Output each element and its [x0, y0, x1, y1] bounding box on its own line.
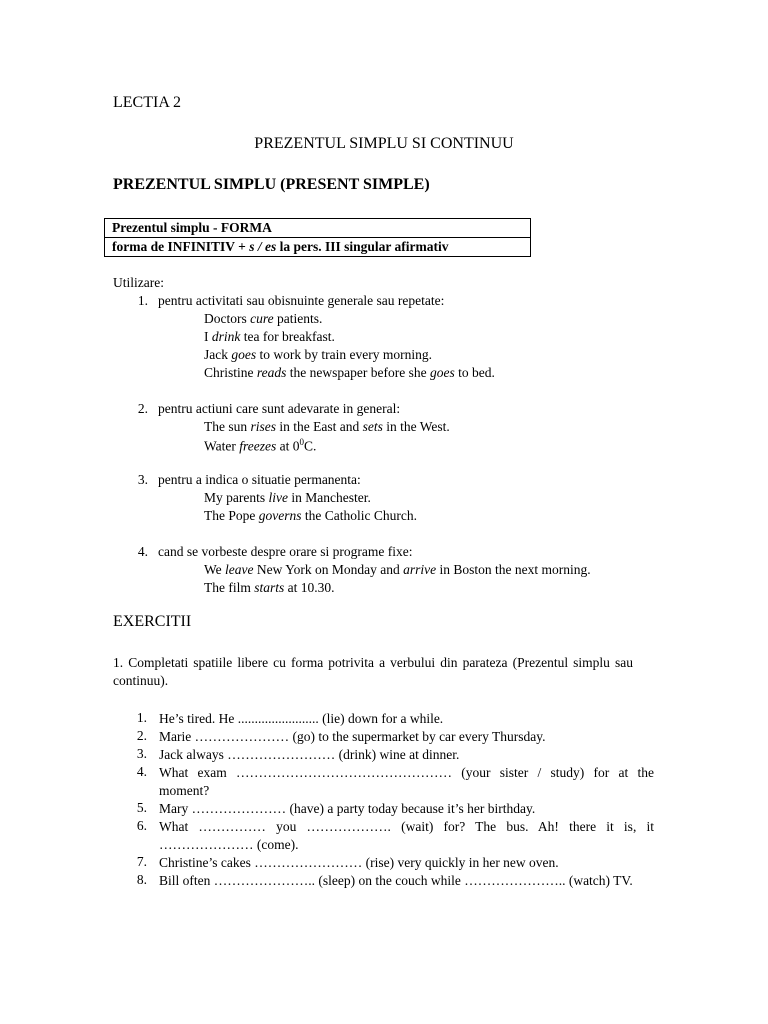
example-line: The film starts at 10.30. [204, 580, 335, 595]
main-title: PREZENTUL SIMPLU SI CONTINUU [254, 135, 514, 152]
example-line: I drink tea for breakfast. [204, 329, 335, 344]
exercise-number: 4. [136, 764, 147, 779]
exercise-number: 7. [136, 854, 147, 869]
example-line: Christine reads the newspaper before she goes to bed. [204, 365, 495, 380]
exercise-instruction: 1. Completati spatiile libere cu forma potrivita a verbului din parateza (Prezentul simplu sau continuu). [113, 655, 633, 688]
example-line: My parents live in Manchester. [204, 490, 371, 505]
exercise-text: Bill often ………………….. (sleep) on the couch while ………………….. (watch) TV. [159, 873, 633, 888]
exercise-number: 8. [136, 872, 147, 887]
exercise-text: What …………… you ………………. (wait) for? The bus. Ah! there it is, it ………………… (come). [159, 819, 654, 852]
example-line: Jack goes to work by train every morning. [204, 347, 432, 362]
exercise-text: Marie ………………… (go) to the supermarket by car every Thursday. [159, 729, 546, 744]
exercise-number: 3. [136, 746, 147, 761]
exercise-number: 6. [136, 818, 147, 833]
degree-superscript: 0 [299, 437, 305, 447]
example-line: The Pope governs the Catholic Church. [204, 508, 417, 523]
rule-end: la pers. III singular afirmativ [276, 239, 449, 254]
lesson-title: LECTIA 2 [113, 94, 181, 111]
rule-ending: s / es [249, 239, 277, 254]
exercise-number: 5. [136, 800, 147, 815]
form-table-header: Prezentul simplu - FORMA [112, 220, 272, 235]
use-number: 3. [137, 472, 148, 487]
exercise-text: He’s tired. He ........................ (lie) down for a while. [159, 711, 444, 726]
exercise-text: Christine’s cakes …………………… (rise) very quickly in her new oven. [159, 855, 559, 870]
exercises-title: EXERCITII [113, 613, 192, 630]
exercise-number: 2. [136, 728, 147, 743]
rule-start: forma de INFINITIV + [112, 239, 250, 254]
use-text: pentru a indica o situatie permanenta: [158, 472, 361, 487]
use-text: cand se vorbeste despre orare si programe fixe: [158, 544, 413, 559]
use-number: 4. [137, 544, 148, 559]
section-title: PREZENTUL SIMPLU (PRESENT SIMPLE) [113, 176, 430, 193]
exercise-text: Mary ………………… (have) a party today because it’s her birthday. [159, 801, 536, 816]
example-line: The sun rises in the East and sets in the West. [204, 419, 450, 434]
exercise-number: 1. [136, 710, 147, 725]
use-number: 2. [137, 401, 148, 416]
use-number: 1. [137, 293, 148, 308]
form-table-rule [105, 237, 530, 256]
usage-label: Utilizare: [113, 275, 164, 290]
exercise-text: What exam ………………………………………… (your sister / study) for at the moment? [159, 765, 654, 798]
exercise-text: Jack always …………………… (drink) wine at dinner. [159, 747, 460, 762]
example-line: Water freezes at $0^0C$. [204, 437, 317, 454]
form-table [104, 218, 531, 257]
example-line: Doctors cure patients. [204, 311, 323, 326]
example-line: We leave New York on Monday and arrive in Boston the next morning. [204, 562, 591, 577]
use-text: pentru actiuni care sunt adevarate in general: [158, 401, 401, 416]
use-text: pentru activitati sau obisnuinte generale sau repetate: [158, 293, 445, 308]
